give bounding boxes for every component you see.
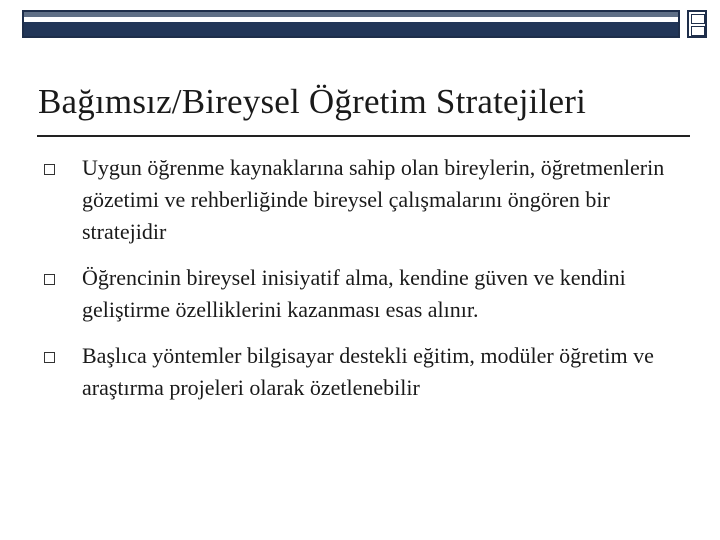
bullet-item [44, 152, 684, 248]
square-bullet-icon [44, 352, 55, 363]
bullet-item [44, 340, 684, 404]
bullet-item [44, 262, 684, 326]
square-bullet-icon [44, 164, 55, 175]
title-divider [37, 135, 690, 137]
corner-decoration [687, 10, 707, 38]
header-bar [22, 10, 680, 38]
slide-title: Bağımsız/Bireysel Öğretim Stratejileri [38, 82, 587, 121]
corner-decoration-bottom [691, 26, 705, 36]
square-bullet-icon [44, 274, 55, 285]
bullet-text: Başlıca yöntemler bilgisayar destekli eğitim, modüler öğretim ve araştırma projeleri olarak özetlenebilir [82, 343, 654, 400]
bullet-text: Öğrencinin bireysel inisiyatif alma, kendine güven ve kendini geliştirme özelliklerini kazanması esas alınır. [82, 265, 626, 322]
bullet-list [44, 152, 684, 418]
bullet-text: Uygun öğrenme kaynaklarına sahip olan bireylerin, öğretmenlerin gözetimi ve rehberliğinde bireysel çalışmalarını öngören bir stratejidir [82, 155, 665, 244]
corner-decoration-top [691, 14, 705, 24]
